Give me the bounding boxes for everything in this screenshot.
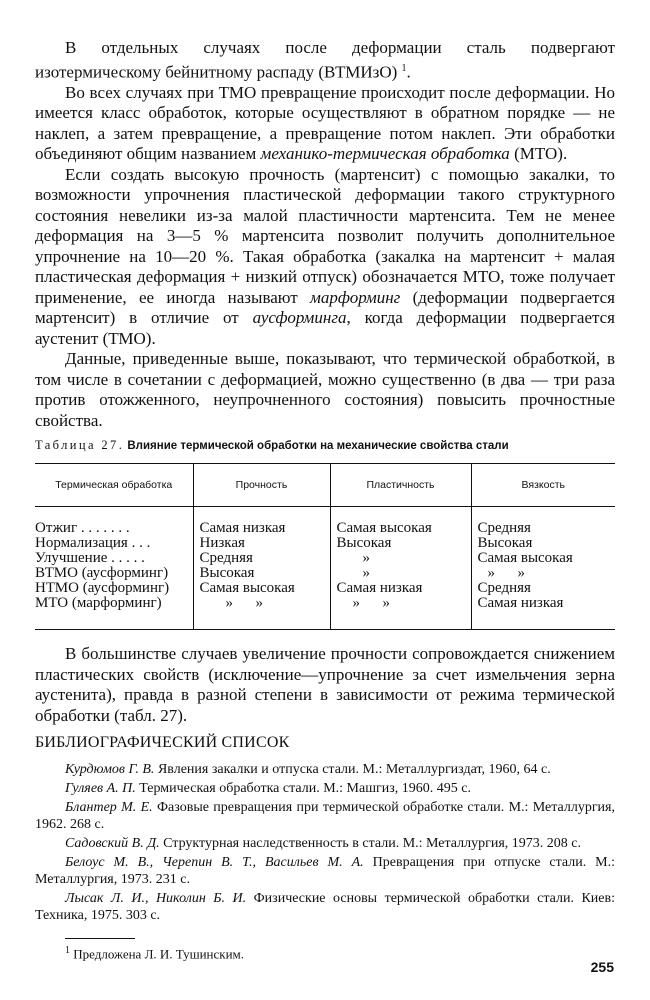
footnote-mark: 1: [65, 945, 70, 957]
footnote-divider: [65, 938, 135, 939]
bibliography-item: Садовский В. Д. Структурная наследственность в стали. М.: Металлургия, 1973. 208 с.: [65, 836, 582, 852]
header-plasticity: Пластичность: [330, 464, 471, 507]
table-cell: Высокая: [330, 536, 471, 551]
table-title: Влияние термической обработки на механические свойства стали: [127, 440, 509, 453]
table-row: [35, 596, 615, 630]
paragraph-5: В большинстве случаев увеличение прочности сопровождается снижением пластических свойств (исключение—упрочнение за счет измельчения зерна аустенита), правда в разной степени в зависимости от режима термической обработки (табл. 27).: [35, 644, 615, 725]
table-cell: НТМО (аусформинг): [35, 580, 170, 597]
table-cell: Отжиг . . . . . . .: [35, 520, 130, 537]
header-strength: Прочность: [193, 464, 330, 507]
table-cell: Высокая: [193, 566, 330, 581]
table-cell: »: [330, 566, 471, 581]
bibliography-item: Белоус М. В., Черепин В. Т., Васильев М. А. Превращения при отпуске стали. М.: Металлургия, 1973. 231 с.: [35, 855, 616, 888]
footnote-text: Предложена Л. И. Тушинским.: [73, 946, 245, 962]
paragraph-4: Данные, приведенные выше, показывают, что термической обработкой, в том числе в сочетании с деформацией, можно существенно (в два — три раза против отожженного, неупрочненного состояния) повысить прочностные свойства.: [35, 349, 615, 430]
table-cell: Самая высокая: [193, 581, 330, 596]
table-row: [35, 536, 615, 551]
bibliography-item: Лысак Л. И., Николин Б. И. Физические основы термической обработки стали. Киев: Техника, 1975. 303 с.: [35, 891, 615, 924]
table-cell: Средняя: [471, 507, 615, 537]
table-caption: [35, 438, 615, 454]
properties-table: [35, 463, 615, 630]
paragraph-1: В отдельных случаях после деформации сталь подвергают изотермическому бейнитному распаду (ВТМИзО) $^1$.: [35, 38, 615, 82]
table-cell: Самая низкая: [193, 507, 330, 537]
table-cell: » »: [193, 596, 330, 630]
term-marforming: марформинг: [310, 287, 401, 307]
footnote: [35, 945, 615, 962]
header-toughness: Вязкость: [471, 464, 615, 507]
table-cell: Средняя: [193, 551, 330, 566]
table-cell: Низкая: [193, 536, 330, 551]
table-row: [35, 551, 615, 566]
table-cell: Улучшение . . . . .: [35, 550, 145, 567]
table-cell: Самая высокая: [330, 507, 471, 537]
table-cell: Самая низкая: [471, 596, 615, 630]
table-cell: ВТМО (аусформинг): [35, 565, 169, 582]
table-cell: Самая низкая: [330, 581, 471, 596]
bibliography-list: [35, 761, 615, 924]
table-row: [35, 507, 615, 537]
table-cell: Нормализация . . .: [35, 535, 151, 552]
bibliography-item: Блантер М. Е. Фазовые превращения при термической обработке стали. М.: Металлургия, 1962. 268 с.: [35, 800, 615, 833]
footnote-ref[interactable]: 1: [401, 62, 407, 74]
bibliography-heading: БИБЛИОГРАФИЧЕСКИЙ СПИСОК: [35, 734, 290, 752]
table-cell: Средняя: [471, 581, 615, 596]
table-label: Таблица 27.: [35, 438, 125, 453]
page-number: 255: [590, 959, 614, 975]
table-cell: МТО (марформинг): [35, 596, 193, 630]
table-cell: Самая высокая: [471, 551, 615, 566]
table-row: [35, 566, 615, 581]
term-mto: механико-термическая обработка: [260, 144, 510, 164]
table-row: [35, 581, 615, 596]
table-cell: Высокая: [471, 536, 615, 551]
term-ausforming: аусформинга: [252, 308, 347, 328]
table-cell: » »: [330, 596, 471, 630]
paragraph-3: Если создать высокую прочность (мартенсит) с помощью закалки, то возможности упрочнения пластической деформации такого структурного состояния невелики из-за малой пластичности мартенсита. Тем не менее деформация на 3—5 % мартенсита позволит получить дополнительное упрочнение на 10—20 %. Такая обработка (закалка на мартенсит + малая пластическая деформация + низкий отпуск) обозначается МТО, тоже получает применение, ее иногда называют марформинг (деформации подвергается мартенсит) в отличие от аусформинга, когда деформации подвергается аустенит (ТМО).: [35, 164, 616, 348]
table-header-row: [35, 464, 615, 507]
paragraph-2: Во всех случаях при ТМО превращение происходит после деформации. Но имеется класс обработок, которые осуществляют в обратном порядке — не наклеп, а затем превращение, а превращение потом наклеп. Эти обработки объединяют общим названием механико-термическая обработка (МТО).: [35, 82, 615, 164]
table-cell: »: [330, 551, 471, 566]
bibliography-item: Гуляев А. П. Термическая обработка стали. М.: Машгиз, 1960. 495 с.: [65, 781, 471, 797]
bibliography-item: Курдюмов Г. В. Явления закалки и отпуска стали. М.: Металлургиздат, 1960, 64 с.: [65, 762, 551, 778]
table-cell: » »: [471, 566, 615, 581]
header-treatment: Термическая обработка: [35, 464, 193, 507]
page-body: [35, 38, 615, 962]
